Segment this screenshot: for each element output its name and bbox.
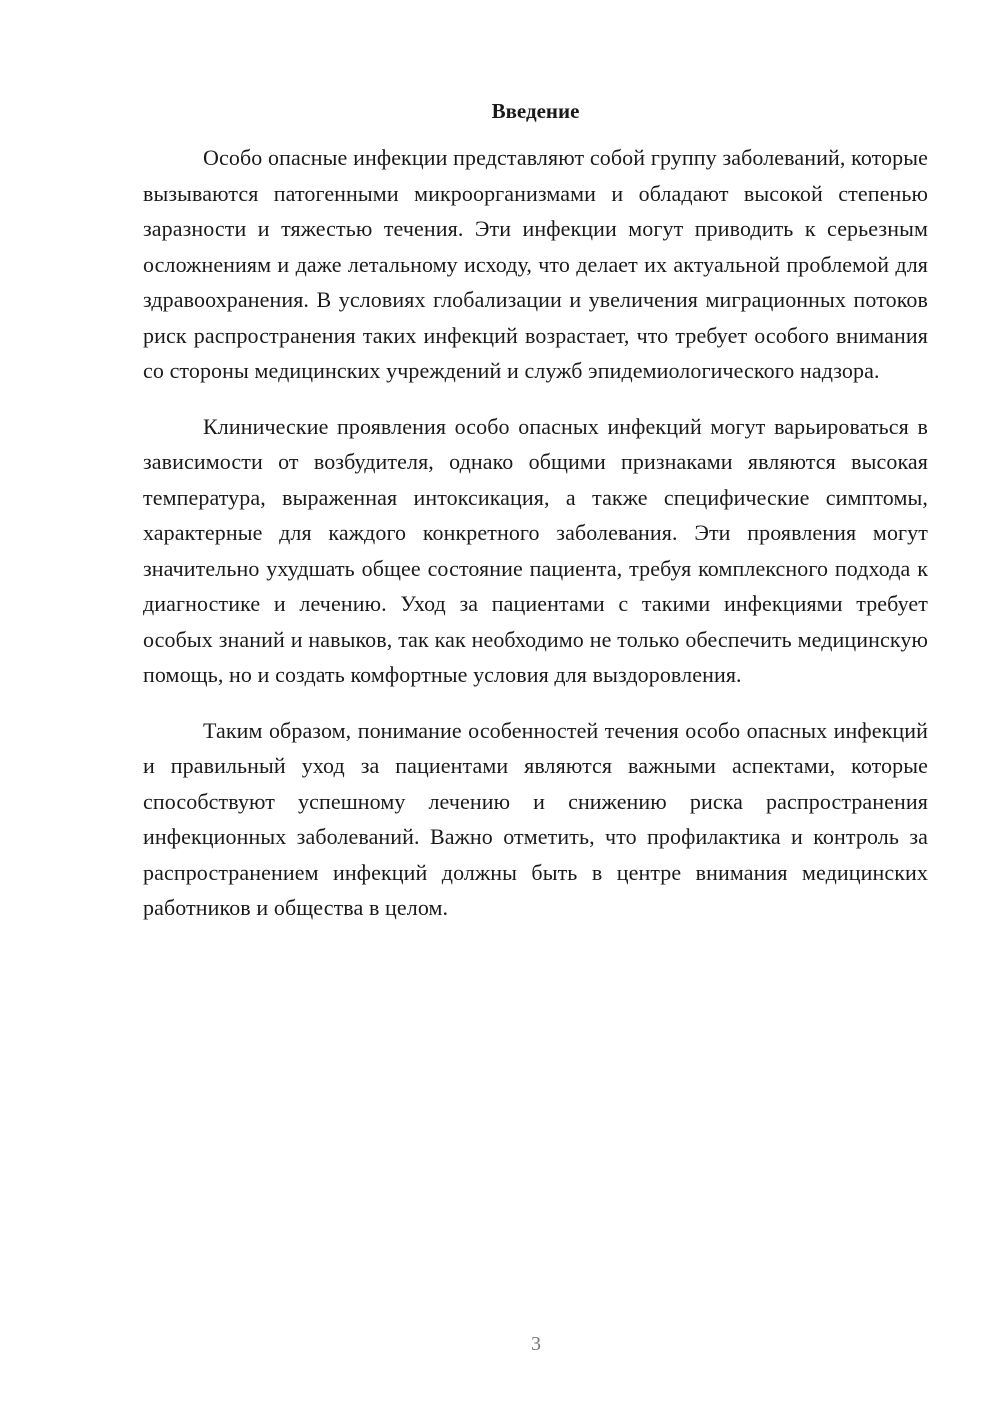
paragraph-3: Таким образом, понимание особенностей течения особо опасных инфекций и правильный уход за пациентами являются важными аспектами, которые способствуют успешному лечению и снижению риска распространения инфекционных заболеваний. Важно отметить, что профилактика и контроль за распространением инфекций должны быть в центре внимания медицинских работников и общества в целом. — [143, 717, 928, 920]
section-heading: Введение — [491, 99, 580, 123]
paragraph-1: Особо опасные инфекции представляют собой группу заболеваний, которые вызываются патогенными микроорганизмами и обладают высокой степенью заразности и тяжестью течения. Эти инфекции могут приводить к серьезным осложнениям и даже летальному исходу, что делает их актуальной проблемой для здравоохранения. В условиях глобализации и увеличения миграционных потоков риск распространения таких инфекций возрастает, что требует особого внимания со стороны медицинских учреждений и служб эпидемиологического надзора. — [143, 145, 928, 383]
page-number: 3 — [531, 1333, 541, 1355]
paragraph-2: Клинические проявления особо опасных инфекций могут варьироваться в зависимости от возбудителя, однако общими признаками являются высокая температура, выраженная интоксикация, а также специфические симптомы, характерные для каждого конкретного заболевания. Эти проявления могут значительно ухудшать общее состояние пациента, требуя комплексного подхода к диагностике и лечению. Уход за пациентами с такими инфекциями требует особых знаний и навыков, так как необходимо не только обеспечить медицинскую помощь, но и создать комфортные условия для выздоровления. — [143, 413, 928, 687]
page-content — [143, 96, 928, 946]
